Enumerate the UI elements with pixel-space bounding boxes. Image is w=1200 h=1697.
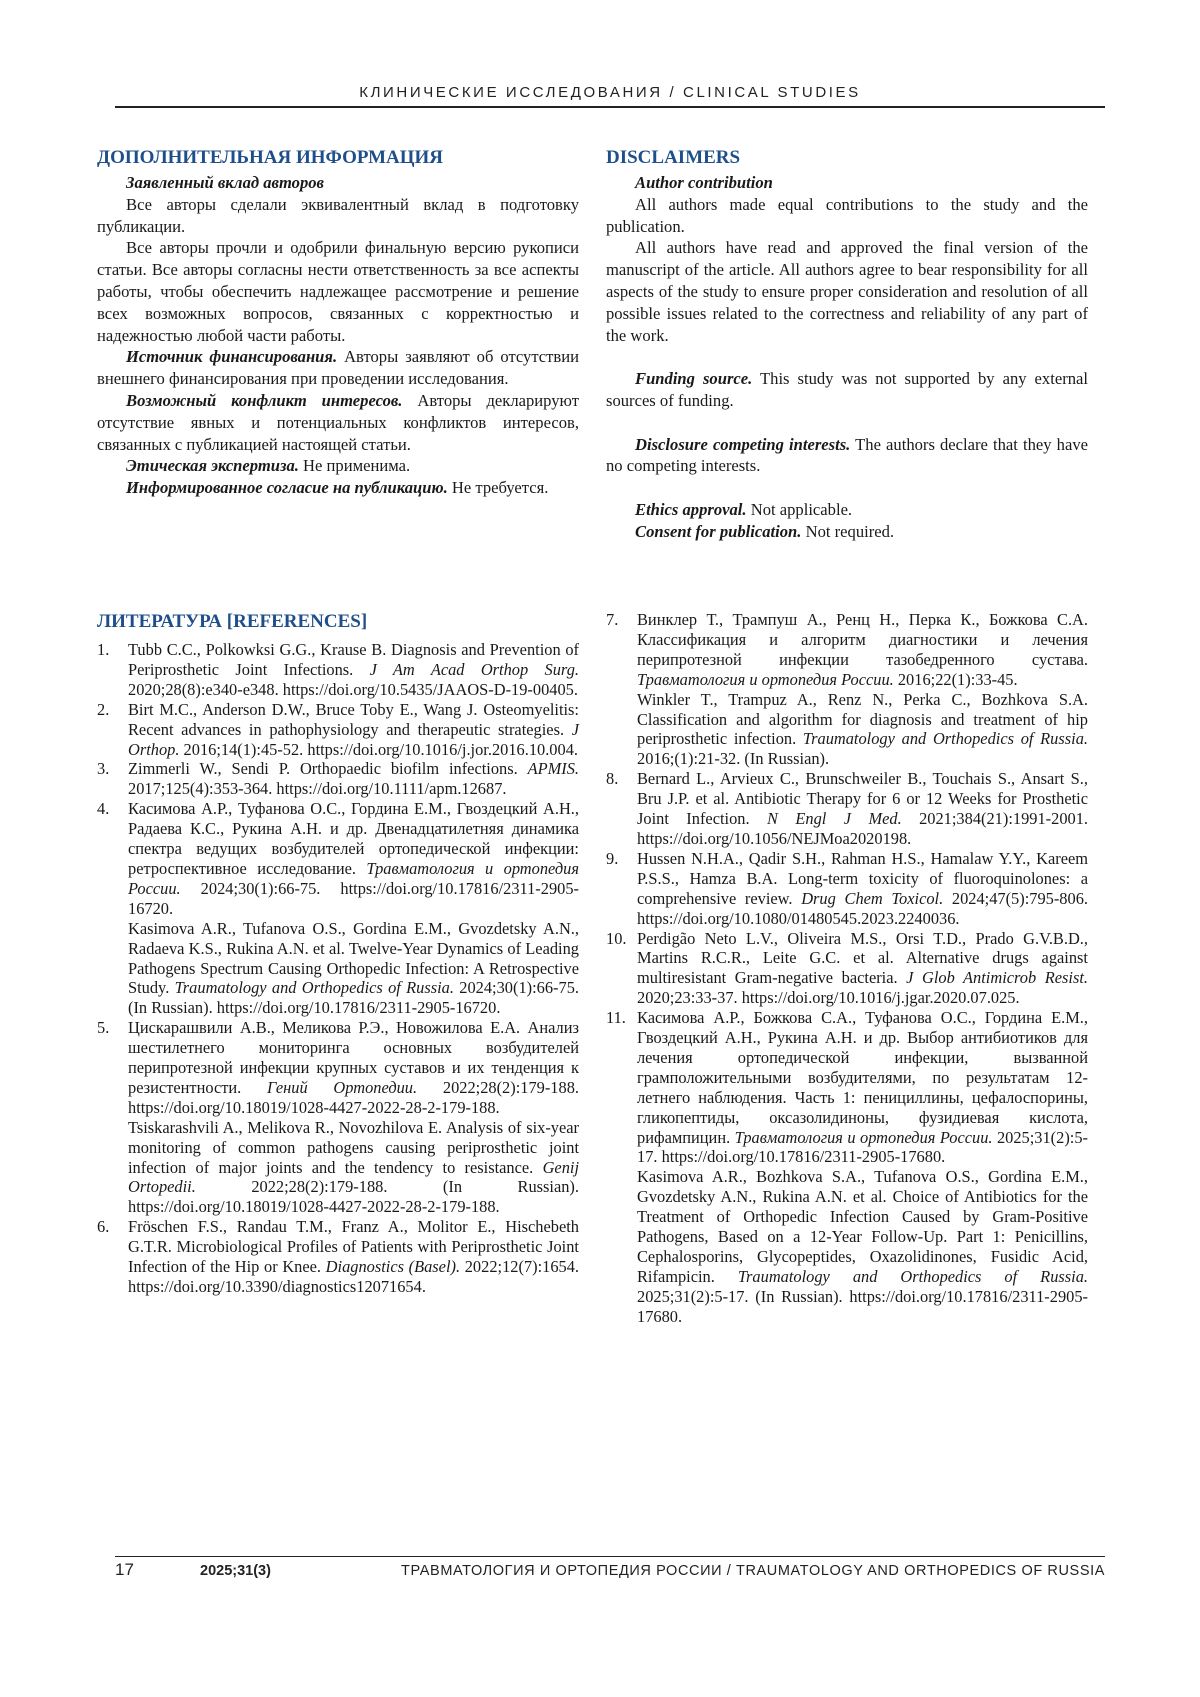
reference-number: 5. bbox=[97, 1018, 128, 1217]
reference-item bbox=[606, 610, 1088, 769]
journal-title: Diagnostics (Basel). bbox=[326, 1257, 460, 1276]
references-title: ЛИТЕРАТУРА [REFERENCES] bbox=[97, 610, 579, 634]
reference-number: 1. bbox=[97, 640, 128, 700]
journal-title: J Glob Antimicrob Resist. bbox=[906, 968, 1088, 987]
funding-label: Источник финансирования. bbox=[126, 347, 337, 366]
conflict-label: Disclosure competing interests. bbox=[635, 435, 850, 454]
reference-text: Birt M.C., Anderson D.W., Bruce Toby E., Wang J. Osteomyelitis: Recent advances in pathophysiology and therapeutic strategies. bbox=[128, 700, 579, 739]
reference-text: Цискарашвили А.В., Меликова Р.Э., Новожилова Е.А. Анализ шестилетнего мониторинга основных возбудителей перипротезной инфекции крупных суставов и их тенденция к резистентности. bbox=[128, 1018, 579, 1097]
references-left bbox=[97, 610, 579, 1297]
reference-translation bbox=[637, 690, 1088, 770]
reference-item bbox=[97, 700, 579, 760]
conflict-text: Авторы декларируют отсутствие явных и потенциальных конфликтов интересов, связанных с публикацией настоящей статьи. bbox=[97, 391, 579, 454]
reference-body bbox=[637, 610, 1088, 769]
reference-item bbox=[97, 759, 579, 799]
reference-number: 11. bbox=[606, 1008, 637, 1327]
running-head: КЛИНИЧЕСКИЕ ИССЛЕДОВАНИЯ / CLINICAL STUDIES bbox=[115, 84, 1105, 101]
ethics-statement bbox=[97, 455, 579, 477]
reference-number: 3. bbox=[97, 759, 128, 799]
reference-original bbox=[128, 1018, 579, 1118]
reference-translation bbox=[128, 919, 579, 1019]
reference-text: 2016;(1):21-32. (In Russian). bbox=[637, 749, 829, 768]
reference-text: Hussen N.H.A., Qadir S.H., Rahman H.S., Hamalaw Y.Y., Kareem P.S.S., Hamza B.A. Long-term toxicity of fluoroquinolones: a comprehensive review. bbox=[637, 849, 1088, 908]
conflict-text: The authors declare that they have no competing interests. bbox=[606, 435, 1088, 476]
conflict-statement bbox=[97, 390, 579, 455]
ethics-label: Этическая экспертиза. bbox=[126, 456, 299, 475]
funding-text: This study was not supported by any external sources of funding. bbox=[606, 369, 1088, 410]
reference-item bbox=[97, 640, 579, 700]
disclaimers-en bbox=[606, 146, 1088, 543]
journal-title: Травматология и ортопедия России. bbox=[735, 1128, 993, 1147]
page-number: 17 bbox=[115, 1560, 134, 1580]
reference-text: Касимова А.Р., Туфанова О.С., Гордина Е.М., Гвоздецкий А.Н., Радаева К.С., Рукина А.Н. и др. Двенадцатилетняя динамика спектра ведущих возбудителей ортопедической инфекции: ретроспективное исследование. bbox=[128, 799, 579, 878]
ethics-statement bbox=[606, 499, 1088, 521]
reference-body bbox=[128, 799, 579, 1018]
reference-body bbox=[128, 759, 579, 799]
reference-item bbox=[97, 1217, 579, 1297]
reference-text: Kasimova A.R., Bozhkova S.A., Tufanova O.S., Gordina E.M., Gvozdetsky A.N., Rukina A.N. et al. Choice of Antibiotics for the Treatment of Orthopedic Infection Caused by Gram-Positive Pathogens, Based on a 12-Year Follow-Up. Part 1: Penicillins, Cephalosporins, Glycopeptides, Oxazolidinones, Fusidic Acid, Rifampicin. bbox=[637, 1167, 1088, 1286]
reference-text: Bernard L., Arvieux C., Brunschweiler B., Touchais S., Ansart S., Bru J.P. et al. Antibiotic Therapy for 6 or 12 Weeks for Prosthetic Joint Infection. bbox=[637, 769, 1088, 828]
reference-item bbox=[606, 849, 1088, 929]
reference-body bbox=[637, 769, 1088, 849]
reference-text: Perdigão Neto L.V., Oliveira M.S., Orsi T.D., Prado G.V.B.D., Martins R.C.R., Leite G.C. et al. Alternative drugs against multiresistant Gram-negative bacteria. bbox=[637, 929, 1088, 988]
ethics-text: Не применима. bbox=[299, 456, 410, 475]
reference-item bbox=[606, 769, 1088, 849]
reference-translation bbox=[128, 1118, 579, 1218]
reference-item bbox=[606, 929, 1088, 1009]
funding-statement bbox=[97, 346, 579, 390]
journal-title: Гений Ортопедии. bbox=[267, 1078, 417, 1097]
reference-original bbox=[128, 700, 579, 760]
reference-list bbox=[97, 640, 579, 1297]
reference-text: 2022;28(2):179-188. https://doi.org/10.18019/1028-4427-2022-28-2-179-188. bbox=[128, 1078, 579, 1117]
consent-statement bbox=[606, 521, 1088, 543]
reference-body bbox=[128, 1217, 579, 1297]
ethics-text: Not applicable. bbox=[747, 500, 853, 519]
reference-text: 2016;14(1):45-52. https://doi.org/10.1016/j.jor.2016.10.004. bbox=[179, 740, 578, 759]
funding-statement bbox=[606, 368, 1088, 412]
reference-text: 2022;12(7):1654. https://doi.org/10.3390/diagnostics12071654. bbox=[128, 1257, 579, 1296]
reference-text: 2022;28(2):179-188. (In Russian). https://doi.org/10.18019/1028-4427-2022-28-2-179-188. bbox=[128, 1177, 579, 1216]
reference-text: 2020;28(8):e340-e348. https://doi.org/10.5435/JAAOS-D-19-00405. bbox=[128, 680, 578, 699]
reference-list bbox=[606, 610, 1088, 1327]
reference-body bbox=[637, 1008, 1088, 1327]
journal-title: Травматология и ортопедия России. bbox=[128, 859, 579, 898]
conflict-statement bbox=[606, 434, 1088, 478]
reference-original bbox=[128, 640, 579, 700]
ethics-label: Ethics approval. bbox=[635, 500, 747, 519]
reference-number: 4. bbox=[97, 799, 128, 1018]
journal-title: APMIS. bbox=[528, 759, 579, 778]
reference-item bbox=[606, 1008, 1088, 1327]
footer-rule bbox=[115, 1556, 1105, 1557]
reference-original bbox=[637, 769, 1088, 849]
reference-original bbox=[637, 849, 1088, 929]
section-title: ДОПОЛНИТЕЛЬНАЯ ИНФОРМАЦИЯ bbox=[97, 146, 579, 170]
reference-number: 6. bbox=[97, 1217, 128, 1297]
reference-text: Tsiskarashvili A., Melikova R., Novozhilova E. Analysis of six-year monitoring of common pathogens causing periprosthetic joint infection of major joints and the tendency to resistance. bbox=[128, 1118, 579, 1177]
contrib-label: Заявленный вклад авторов bbox=[97, 172, 579, 194]
reference-text: 2024;30(1):66-75. https://doi.org/10.17816/2311-2905-16720. bbox=[128, 879, 579, 918]
reference-original bbox=[128, 759, 579, 799]
reference-original bbox=[637, 929, 1088, 1009]
journal-name: ТРАВМАТОЛОГИЯ И ОРТОПЕДИЯ РОССИИ / TRAUMATOLOGY AND ORTHOPEDICS OF RUSSIA bbox=[401, 1563, 1105, 1579]
journal-title: N Engl J Med. bbox=[767, 809, 902, 828]
reference-number: 7. bbox=[606, 610, 637, 769]
header-rule bbox=[115, 106, 1105, 108]
issue-label: 2025;31(3) bbox=[200, 1563, 271, 1579]
reference-original bbox=[128, 1217, 579, 1297]
journal-title: Traumatology and Orthopedics of Russia. bbox=[738, 1267, 1088, 1286]
reference-text: 2024;47(5):795-806. https://doi.org/10.1080/01480545.2023.2240036. bbox=[637, 889, 1088, 928]
consent-statement bbox=[97, 477, 579, 499]
journal-title: Traumatology and Orthopedics of Russia. bbox=[803, 729, 1088, 748]
reference-text: Tubb C.C., Polkowksi G.G., Krause B. Diagnosis and Prevention of Periprosthetic Joint Infections. bbox=[128, 640, 579, 679]
contrib-text: All authors made equal contributions to the study and the publication. bbox=[606, 194, 1088, 238]
consent-label: Информированное согласие на публикацию. bbox=[126, 478, 448, 497]
reference-text: 2020;23:33-37. https://doi.org/10.1016/j.jgar.2020.07.025. bbox=[637, 988, 1020, 1007]
journal-title: J Orthop. bbox=[128, 720, 579, 759]
reference-text: 2016;22(1):33-45. bbox=[894, 670, 1018, 689]
contrib-text: Все авторы сделали эквивалентный вклад в подготовку публикации. bbox=[97, 194, 579, 238]
consent-text: Not required. bbox=[801, 522, 894, 541]
reference-text: 2017;125(4):353-364. https://doi.org/10.1111/apm.12687. bbox=[128, 779, 507, 798]
reference-original bbox=[637, 610, 1088, 690]
reference-item bbox=[97, 1018, 579, 1217]
journal-title: J Am Acad Orthop Surg. bbox=[370, 660, 579, 679]
journal-title: Traumatology and Orthopedics of Russia. bbox=[175, 978, 454, 997]
reference-number: 10. bbox=[606, 929, 637, 1009]
reference-body bbox=[637, 849, 1088, 929]
additional-info-ru bbox=[97, 146, 579, 499]
reference-body bbox=[128, 1018, 579, 1217]
contrib-text: All authors have read and approved the final version of the manuscript of the article. All authors agree to bear responsibility for all aspects of the study to ensure proper consideration and resolution of all possible issues related to the correctness and reliability of any part of the work. bbox=[606, 237, 1088, 346]
reference-body bbox=[128, 640, 579, 700]
funding-label: Funding source. bbox=[635, 369, 752, 388]
contrib-text: Все авторы прочли и одобрили финальную версию рукописи статьи. Все авторы согласны нести ответственность за все аспекты работы, чтобы обеспечить надлежащее рассмотрение и решение всех возможных вопросов, связанных с корректностью и надежностью любой части работы. bbox=[97, 237, 579, 346]
journal-title: Травматология и ортопедия России. bbox=[637, 670, 894, 689]
reference-text: 2025;31(2):5-17. https://doi.org/10.17816/2311-2905-17680. bbox=[637, 1128, 1088, 1167]
contrib-label: Author contribution bbox=[606, 172, 1088, 194]
reference-number: 9. bbox=[606, 849, 637, 929]
references-right bbox=[606, 610, 1088, 1327]
reference-text: 2021;384(21):1991-2001. https://doi.org/10.1056/NEJMoa2020198. bbox=[637, 809, 1088, 848]
section-title: DISCLAIMERS bbox=[606, 146, 1088, 170]
reference-text: Fröschen F.S., Randau T.M., Franz A., Molitor E., Hischebeth G.T.R. Microbiological Profiles of Patients with Periprosthetic Joint Infection of the Hip or Knee. bbox=[128, 1217, 579, 1276]
reference-number: 2. bbox=[97, 700, 128, 760]
reference-translation bbox=[637, 1167, 1088, 1326]
reference-text: Zimmerli W., Sendi P. Orthopaedic biofilm infections. bbox=[128, 759, 528, 778]
reference-text: Kasimova A.R., Tufanova O.S., Gordina E.M., Gvozdetsky A.N., Radaeva K.S., Rukina A.N. et al. Twelve-Year Dynamics of Leading Pathogens Spectrum Causing Orthopedic Infection: A Retrospective Study. bbox=[128, 919, 579, 998]
journal-title: Genij Ortopedii. bbox=[128, 1158, 579, 1197]
reference-item bbox=[97, 799, 579, 1018]
consent-text: Не требуется. bbox=[448, 478, 549, 497]
reference-original bbox=[637, 1008, 1088, 1167]
reference-text: 2024;30(1):66-75. (In Russian). https://doi.org/10.17816/2311-2905-16720. bbox=[128, 978, 579, 1017]
reference-original bbox=[128, 799, 579, 918]
reference-text: Касимова А.Р., Божкова С.А., Туфанова О.С., Гордина Е.М., Гвоздецкий А.Н., Рукина А.Н. и др. Выбор антибиотиков для лечения ортопедической инфекции, вызванной грамположительными возбудителями, по результатам 12-летнего наблюдения. Часть 1: пенициллины, цефалоспорины, гликопептиды, оксазолидиноны, фузидиевая кислота, рифампицин. bbox=[637, 1008, 1088, 1146]
reference-text: Winkler T., Trampuz A., Renz N., Perka C., Bozhkova S.A. Classification and algorithm for diagnosis and treatment of hip periprosthetic infection. bbox=[637, 690, 1088, 749]
consent-label: Consent for publication. bbox=[635, 522, 801, 541]
reference-text: Винклер Т., Трампуш А., Ренц Н., Перка К., Божкова С.А. Классификация и алгоритм диагностики и лечения перипротезной инфекции тазобедренного сустава. bbox=[637, 610, 1088, 669]
reference-body bbox=[637, 929, 1088, 1009]
funding-text: Авторы заявляют об отсутствии внешнего финансирования при проведении исследования. bbox=[97, 347, 579, 388]
reference-text: 2025;31(2):5-17. (In Russian). https://doi.org/10.17816/2311-2905-17680. bbox=[637, 1287, 1088, 1326]
journal-title: Drug Chem Toxicol. bbox=[801, 889, 943, 908]
reference-body bbox=[128, 700, 579, 760]
conflict-label: Возможный конфликт интересов. bbox=[126, 391, 402, 410]
reference-number: 8. bbox=[606, 769, 637, 849]
